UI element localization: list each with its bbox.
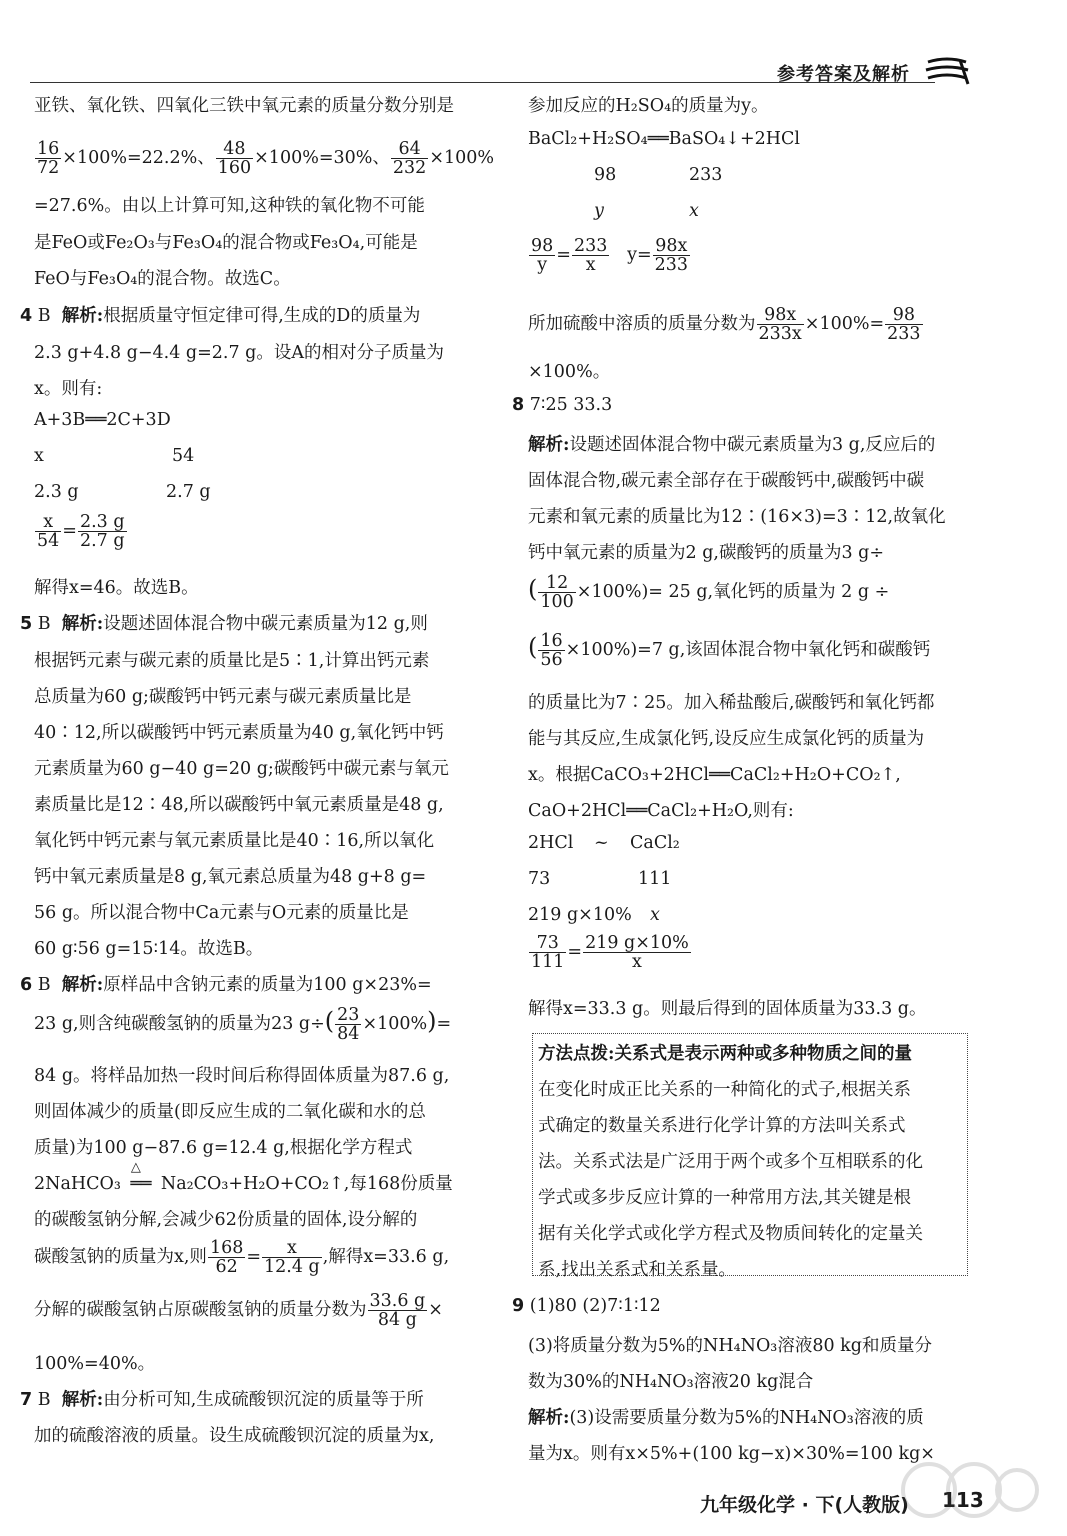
equation-value: 233	[689, 165, 723, 185]
text-line: FeO与Fe₃O₄的混合物。故选C。	[34, 269, 291, 289]
text-line: 氧化钙中钙元素与氧元素质量比是40∶16,所以氧化	[34, 831, 435, 851]
text-line: 数为30%的NH₄NO₃溶液20 kg混合	[528, 1372, 814, 1392]
header-title: 参考答案及解析	[777, 64, 910, 85]
equation-value: 2.7 g	[166, 482, 211, 502]
text-line: CaO+2HCl══CaCl₂+H₂O,则有:	[528, 801, 794, 821]
text-line: 素质量比是12∶48,所以碳酸钙中氧元素质量是48 g,	[34, 795, 444, 815]
text-line: 的碳酸氢钠分解,会减少62份质量的固体,设分解的	[34, 1210, 418, 1230]
tip-line: 式确定的数量关系进行化学计算的方法叫关系式	[538, 1116, 906, 1136]
formula-line: $\frac{16}{72}$ ×100%=22.2%、 $\frac{48}{160}$ ×100%=30%、 $\frac{64}{232}$ ×100%	[37, 139, 495, 178]
text-line: 质量)为100 g−87.6 g=12.4 g,根据化学方程式	[34, 1138, 413, 1158]
text-line: 钙中氧元素的质量为2 g,碳酸钙的质量为3 g÷	[528, 543, 885, 563]
equation-line: BaCl₂+H₂SO₄══BaSO₄↓+2HCl	[528, 129, 801, 149]
equation-value: x	[34, 446, 44, 466]
equation-line: A+3B══2C+3D	[34, 410, 171, 430]
text-line: 是FeO或Fe₂O₃与Fe₃O₄的混合物或Fe₃O₄,可能是	[34, 233, 418, 253]
text-line: 元素和氧元素的质量比为12∶(16×3)=3∶12,故氧化	[528, 507, 946, 527]
equation-value: CaCl₂	[630, 833, 680, 853]
fraction: $\frac{48}{160}$	[217, 139, 252, 178]
equation-value: ~	[594, 833, 609, 853]
text-line: 能与其反应,生成氯化钙,设反应生成氯化钙的质量为	[528, 729, 925, 749]
fraction: $\frac{98}{y}$	[531, 236, 554, 275]
tip-line: 法。关系式法是广泛用于两个或多个互相联系的化	[538, 1152, 923, 1172]
formula-line: $\frac{98}{y}$ = $\frac{233}{x}$ y= $\frac{98x}{233}$	[531, 236, 689, 275]
text-line: 加的硫酸溶液的质量。设生成硫酸钡沉淀的质量为x,	[34, 1426, 435, 1446]
heat-icon: △	[130, 1160, 141, 1175]
question-7: 7 B 解析:由分析可知,生成硫酸钡沉淀的质量等于所	[20, 1390, 424, 1410]
fraction: $\frac{64}{232}$	[392, 139, 427, 178]
method-tip-box	[532, 1033, 968, 1276]
text-line: 固体混合物,碳元素全部存在于碳酸钙中,碳酸钙中碳	[528, 471, 925, 491]
fraction: $\frac{168}{62}$	[209, 1238, 244, 1277]
equation-value: x	[650, 905, 660, 925]
equation-line: 2NaHCO₃ △ ══ Na₂CO₃+H₂O+CO₂↑,每168份质量	[34, 1160, 453, 1194]
formula-line: ( $\frac{12}{100}$ ×100%)= 25 g,氧化钙的质量为 2 g ÷	[528, 573, 890, 612]
text-line: 60 g∶56 g=15∶14。故选B。	[34, 939, 264, 959]
text-line: 40∶12,所以碳酸钙中钙元素质量为40 g,氧化钙中钙	[34, 723, 444, 743]
fraction: $\frac{16}{56}$	[540, 631, 563, 670]
fraction: $\frac{98x}{233}$	[654, 236, 689, 275]
fraction: $\frac{16}{72}$	[37, 139, 60, 178]
fraction: $\frac{x}{12.4 g}$	[264, 1238, 320, 1277]
book-stack-icon	[924, 56, 970, 86]
fraction: $\frac{73}{111}$	[531, 933, 565, 972]
watermark-logo-icon	[899, 1450, 1039, 1530]
formula-line: ( $\frac{16}{56}$ ×100%)=7 g,该固体混合物中氧化钙和碳酸钙	[528, 631, 931, 670]
fraction: $\frac{98}{233}$	[887, 305, 921, 344]
text-line: 56 g。所以混合物中Ca元素与O元素的质量比是	[34, 903, 409, 923]
text-line: 则固体减少的质量(即反应生成的二氧化碳和水的总	[34, 1102, 426, 1122]
question-4: 4 B 解析:根据质量守恒定律可得,生成的D的质量为	[20, 306, 421, 326]
equation-value: 2.3 g	[34, 482, 79, 502]
formula-line: 所加硫酸中溶质的质量分数为 $\frac{98x}{233x}$ ×100%= $\frac{98}{233}$	[528, 305, 921, 344]
text-line: (3)将质量分数为5%的NH₄NO₃溶液80 kg和质量分	[528, 1336, 932, 1356]
equation-value: 98	[594, 165, 617, 185]
text-line: 100%=40%。	[34, 1354, 156, 1374]
fraction: $\frac{233}{x}$	[573, 236, 608, 275]
text-line: 总质量为60 g;碳酸钙中钙元素与碳元素质量比是	[34, 687, 412, 707]
text-line: 解得x=46。故选B。	[34, 578, 199, 598]
fraction: $\frac{23}{84}$	[337, 1005, 360, 1044]
fraction: $\frac{33.6 g}{84 g}$	[369, 1291, 426, 1330]
text-line: x。根据CaCO₃+2HCl══CaCl₂+H₂O+CO₂↑,	[528, 765, 901, 785]
text-line: ×100%。	[528, 362, 611, 382]
page-header	[30, 60, 1040, 84]
text-line: 量为x。则有x×5%+(100 kg−x)×30%=100 kg×	[528, 1444, 935, 1464]
formula-line: 分解的碳酸氢钠占原碳酸氢钠的质量分数为 $\frac{33.6 g}{84 g}$ ×	[34, 1291, 443, 1330]
text-line: x。则有:	[34, 379, 103, 399]
text-line: =27.6%。由以上计算可知,这种铁的氧化物不可能	[34, 196, 425, 216]
tip-line: 系,找出关系式和关系量。	[538, 1260, 737, 1280]
equation-value: 219 g×10%	[528, 905, 632, 925]
text-line: 的质量比为7∶25。加入稀盐酸后,碳酸钙和氧化钙都	[528, 693, 935, 713]
question-8: 8 7∶25 33.3	[512, 395, 613, 415]
equation-value: 73	[528, 869, 551, 889]
question-9: 9 (1)80 (2)7∶1∶12	[512, 1296, 661, 1316]
text-line: 钙中氧元素质量是8 g,氧元素总质量为48 g+8 g=	[34, 867, 427, 887]
text-line: 解析:设题述固体混合物中碳元素质量为3 g,反应后的	[528, 435, 936, 455]
equation-value: 2HCl	[528, 833, 574, 853]
text-line: 84 g。将样品加热一段时间后称得固体质量为87.6 g,	[34, 1066, 450, 1086]
fraction: $\frac{12}{100}$	[540, 573, 574, 612]
fraction: $\frac{2.3 g}{2.7 g}$	[79, 512, 125, 551]
fraction: $\frac{x}{54}$	[37, 512, 60, 551]
formula-line: 碳酸氢钠的质量为x,则 $\frac{168}{62}$ = $\frac{x}{12.4 g}$ ,解得x=33.6 g,	[34, 1238, 450, 1277]
equation-value: x	[689, 201, 699, 221]
equation-value: 111	[638, 869, 672, 889]
tip-line: 方法点拨:关系式是表示两种或多种物质之间的量	[538, 1044, 912, 1064]
text-line: 元素质量为60 g−40 g=20 g;碳酸钙中碳元素与氧元	[34, 759, 449, 779]
question-6: 6 B 解析:原样品中含钠元素的质量为100 g×23%=	[20, 975, 432, 995]
tip-line: 学式或多步反应计算的一种常用方法,其关键是根	[538, 1188, 912, 1208]
equation-value: y	[594, 201, 604, 221]
text-line: 根据钙元素与碳元素的质量比是5∶1,计算出钙元素	[34, 651, 430, 671]
footer-book-title: 九年级化学 · 下(人教版)	[700, 1494, 909, 1516]
fraction: $\frac{98x}{233x}$	[758, 305, 802, 344]
tip-line: 在变化时成正比关系的一种简化的式子,根据关系	[538, 1080, 912, 1100]
tip-line: 据有关化学式或化学方程式及物质间转化的定量关	[538, 1224, 923, 1244]
text-line: 解析:(3)设需要质量分数为5%的NH₄NO₃溶液的质	[528, 1408, 924, 1428]
formula-line: $\frac{x}{54}$ = $\frac{2.3 g}{2.7 g}$	[37, 512, 125, 551]
text-line: 亚铁、氧化铁、四氧化三铁中氧元素的质量分数分别是	[34, 96, 454, 116]
text-line: 2.3 g+4.8 g−4.4 g=2.7 g。设A的相对分子质量为	[34, 343, 445, 363]
text-line: 解得x=33.3 g。则最后得到的固体质量为33.3 g。	[528, 999, 927, 1019]
page-number: 113	[942, 1488, 984, 1512]
question-5: 5 B 解析:设题述固体混合物中碳元素质量为12 g,则	[20, 614, 428, 634]
fraction: $\frac{219 g\times 10\%}{x}$	[585, 933, 689, 972]
text-line: 参加反应的H₂SO₄的质量为y。	[528, 96, 769, 116]
equation-value: 54	[172, 446, 195, 466]
formula-line: $\frac{73}{111}$ = $\frac{219 g\times 10\%}{x}$	[531, 933, 689, 972]
formula-line: 23 g,则含纯碳酸氢钠的质量为23 g÷( $\frac{23}{84}$ ×100%)=	[34, 1005, 452, 1044]
